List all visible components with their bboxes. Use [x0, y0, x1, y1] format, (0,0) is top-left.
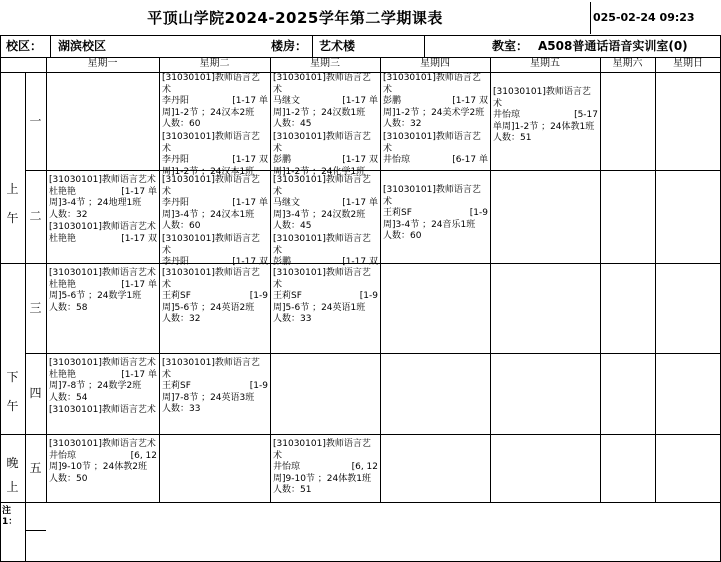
grid-line — [600, 57, 601, 502]
teacher-name: 井怡琼 — [273, 462, 301, 473]
session-detail: 周]7-8节 ；24数学2班 — [49, 381, 142, 392]
room-value: A508普通话语音实训室(0) — [538, 39, 688, 53]
student-count: 人数：33 — [273, 314, 312, 325]
teacher-name: 彭鹏 — [273, 257, 292, 268]
session-detail: 周]1-2节 ；24化学1班 — [273, 166, 366, 177]
period-label-4: 四 — [29, 386, 42, 400]
page-title: 平顶山学院2024-2025学年第二学期课表 — [147, 9, 443, 27]
course-entry — [273, 268, 378, 326]
week-range: [6, 12 — [351, 462, 378, 473]
schedule-cell[interactable] — [381, 171, 490, 263]
student-count: 人数：32 — [49, 209, 88, 220]
session-detail: 周]3-4节 ；24音乐1班 — [383, 219, 476, 230]
course-name: [31030101]教师语言艺术 — [273, 268, 371, 290]
teacher-name: 李丹阳 — [162, 257, 190, 268]
session-detail: 周]1-2节 ；24美术学2班 — [383, 107, 485, 118]
course-name: [31030101]教师语言艺术 — [162, 268, 260, 290]
grid-line — [0, 502, 721, 503]
session-detail: 周]5-6节 ；24英语1班 — [273, 302, 366, 313]
week-range: [1-9 — [249, 381, 268, 392]
day-header-4: 星期四 — [420, 58, 450, 69]
day-header-2: 星期二 — [199, 58, 230, 69]
teacher-weeks-row — [273, 155, 378, 167]
schedule-cell[interactable] — [47, 171, 159, 263]
teacher-name: 马继文 — [273, 96, 301, 107]
course-entry — [383, 185, 488, 243]
week-range: [1-17 双 — [232, 257, 268, 268]
period-label-3: 三 — [29, 301, 42, 315]
grid-line — [655, 57, 656, 502]
period-label-1: 一 — [29, 114, 42, 128]
session-detail: 周]7-8节 ；24英语3班 — [162, 392, 255, 403]
course-name: [31030101]教师语言艺术 — [493, 87, 591, 109]
day-header-7: 星期日 — [673, 58, 703, 69]
teacher-weeks-row — [162, 198, 268, 210]
session-detail: 周]9-10节 ；24体教1班 — [273, 473, 371, 484]
schedule-cell[interactable] — [160, 171, 270, 268]
teacher-weeks-row — [383, 96, 488, 108]
week-range: [1-9 — [249, 291, 268, 302]
week-range: [6, 12 — [130, 450, 157, 461]
course-entry — [383, 132, 488, 167]
teacher-weeks-row — [162, 291, 268, 303]
course-name: [31030101]教师语言艺术 — [383, 131, 481, 154]
grid-line — [424, 35, 425, 57]
course-entry — [273, 73, 378, 131]
teacher-weeks-row — [273, 291, 378, 303]
day-header-6: 星期六 — [612, 58, 643, 69]
teacher-name: 李丹阳 — [162, 155, 190, 166]
day-header-1: 星期一 — [87, 58, 118, 69]
course-name: [31030101]教师语言艺术 — [273, 131, 371, 154]
course-entry — [49, 405, 157, 417]
section-evening-char2: 上 — [6, 480, 19, 494]
course-name: [31030101]教师语言艺术 — [49, 358, 156, 368]
week-range: [1-17 单 — [232, 96, 268, 107]
section-afternoon-char2: 午 — [6, 399, 19, 413]
teacher-weeks-row — [49, 370, 157, 382]
student-count: 人数：51 — [273, 485, 312, 496]
teacher-weeks-row — [383, 208, 488, 220]
week-range: [1-17 单 — [342, 96, 378, 107]
teacher-weeks-row — [493, 110, 598, 122]
session-detail: 周]3-4节 ；24汉本1班 — [162, 209, 255, 220]
period-label-2: 二 — [29, 209, 42, 223]
session-detail: 周]1-2节 ；24汉本2班 — [162, 107, 255, 118]
teacher-name: 杜艳艳 — [49, 279, 77, 290]
teacher-name: 李丹阳 — [162, 198, 190, 209]
grid-line — [50, 35, 51, 57]
day-header-3: 星期三 — [310, 58, 340, 69]
course-name: [31030101]教师语言艺术 — [273, 439, 371, 461]
section-evening — [0, 434, 25, 502]
course-entry — [273, 175, 378, 233]
teacher-name: 马继文 — [273, 198, 301, 209]
week-range: [1-17 双 — [121, 233, 157, 244]
week-range: [1-17 单 — [121, 186, 157, 197]
course-name: [31030101]教师语言艺术 — [162, 358, 260, 380]
course-name: [31030101]教师语言艺术 — [162, 233, 260, 256]
campus-label: 校区： — [6, 39, 43, 53]
student-count: 人数：45 — [273, 119, 312, 130]
section-morning — [0, 72, 25, 263]
course-entry — [383, 73, 488, 131]
course-name: [31030101]教师语言艺术 — [273, 73, 371, 95]
schedule-cell[interactable] — [47, 435, 159, 502]
grid-line — [0, 35, 721, 36]
student-count: 人数：33 — [162, 404, 201, 415]
student-count: 人数：60 — [383, 231, 422, 242]
student-count: 人数：51 — [493, 133, 532, 144]
teacher-weeks-row — [162, 96, 268, 108]
course-entry — [49, 358, 157, 404]
building-label: 楼房： — [271, 39, 308, 53]
course-name: [31030101]教师语言艺术 — [383, 185, 481, 207]
teacher-weeks-row — [162, 155, 268, 167]
teacher-weeks-row — [49, 187, 157, 199]
campus-value: 湖滨校区 — [58, 39, 107, 53]
teacher-name: 王莉SF — [162, 291, 191, 302]
course-name: [31030101]教师语言艺术 — [162, 175, 260, 197]
session-detail: 周]3-4节 ；24汉数2班 — [273, 209, 366, 220]
week-range: [1-9 — [469, 208, 488, 219]
student-count: 人数：58 — [49, 302, 88, 313]
teacher-weeks-row — [273, 96, 378, 108]
teacher-weeks-row — [383, 155, 488, 167]
building-value: 艺术楼 — [319, 39, 356, 53]
course-entry — [162, 268, 268, 326]
section-afternoon — [0, 263, 25, 434]
session-detail: 周]5-6节 ；24数学1班 — [49, 291, 142, 302]
course-entry — [49, 175, 157, 221]
teacher-weeks-row — [49, 234, 157, 246]
teacher-weeks-row — [273, 462, 378, 474]
week-range: [1-17 双 — [342, 155, 378, 166]
course-name: [31030101]教师语言艺术 — [273, 175, 371, 197]
course-name: [31030101]教师语言艺术 — [49, 268, 156, 278]
teacher-name: 井怡琼 — [383, 155, 411, 166]
schedule-cell[interactable] — [271, 73, 380, 177]
teacher-weeks-row — [162, 381, 268, 393]
section-afternoon-char1: 下 — [6, 370, 19, 384]
schedule-cell[interactable] — [160, 264, 270, 353]
teacher-weeks-row — [273, 198, 378, 210]
course-name: [31030101]教师语言艺术 — [162, 131, 260, 154]
teacher-name: 王莉SF — [273, 291, 302, 302]
course-name: [31030101]教师语言艺术 — [49, 222, 156, 233]
week-range: [1-17 双 — [452, 96, 488, 107]
day-header-5: 星期五 — [530, 58, 560, 69]
week-range: [1-17 单 — [342, 198, 378, 209]
course-name: [31030101]教师语言艺术 — [49, 175, 156, 185]
session-detail: 周]1-2节 ；24汉本1班 — [162, 166, 255, 177]
teacher-weeks-row — [49, 280, 157, 292]
teacher-name: 井怡琼 — [49, 450, 77, 461]
course-name: [31030101]教师语言艺术 — [49, 439, 156, 449]
week-range: [1-17 单 — [232, 198, 268, 209]
week-range: [1-17 单 — [121, 369, 157, 380]
student-count: 人数：60 — [162, 119, 201, 130]
teacher-name: 王莉SF — [162, 381, 191, 392]
student-count: 人数：45 — [273, 221, 312, 232]
session-detail: 周]5-6节 ；24英语2班 — [162, 302, 255, 313]
note-label: 注 1： — [2, 506, 18, 527]
print-timestamp: 025-02-24 09:23 — [590, 2, 721, 34]
section-morning-char1: 上 — [6, 182, 19, 196]
course-entry — [493, 87, 598, 145]
course-name: [31030101]教师语言艺术 — [49, 405, 156, 416]
session-detail: 周]3-4节 ；24地理1班 — [49, 198, 142, 209]
grid-line — [312, 35, 313, 57]
session-detail: 单周]1-2节 ；24体教1班 — [493, 121, 595, 132]
week-range: [6-17 单 — [452, 155, 488, 166]
schedule-cell[interactable] — [271, 264, 380, 353]
course-entry — [49, 439, 157, 485]
schedule-cell[interactable] — [47, 264, 159, 353]
student-count: 人数：54 — [49, 392, 88, 403]
teacher-name: 彭鹏 — [273, 155, 292, 166]
week-range: [1-17 双 — [342, 257, 378, 268]
teacher-name: 井怡琼 — [493, 110, 521, 121]
course-entry — [162, 175, 268, 233]
week-range: [1-17 双 — [232, 155, 268, 166]
teacher-name: 杜艳艳 — [49, 369, 77, 380]
course-entry — [49, 268, 157, 314]
student-count: 人数：60 — [162, 221, 201, 232]
course-name: [31030101]教师语言艺术 — [273, 233, 371, 256]
teacher-name: 杜艳艳 — [49, 186, 77, 197]
teacher-weeks-row — [49, 451, 157, 463]
teacher-name: 李丹阳 — [162, 96, 190, 107]
section-morning-char2: 午 — [6, 211, 19, 225]
teacher-name: 杜艳艳 — [49, 233, 77, 244]
teacher-name: 彭鹏 — [383, 96, 402, 107]
week-range: [5-17 — [574, 110, 598, 121]
course-entry — [273, 439, 378, 497]
section-evening-char1: 晚 — [6, 456, 19, 470]
room-label: 教室： — [492, 39, 529, 53]
schedule-cell[interactable] — [160, 354, 270, 434]
course-entry — [49, 222, 157, 245]
student-count: 人数：32 — [383, 119, 422, 130]
teacher-name: 王莉SF — [383, 208, 412, 219]
schedule-cell[interactable] — [47, 354, 159, 434]
schedule-cell[interactable] — [271, 171, 380, 268]
course-entry — [162, 73, 268, 131]
period-label-5: 五 — [29, 461, 42, 475]
session-detail: 周]9-10节 ；24体教2班 — [49, 462, 147, 473]
week-range: [1-17 单 — [121, 279, 157, 290]
course-entry — [162, 358, 268, 416]
schedule-cell[interactable] — [160, 73, 270, 177]
course-name: [31030101]教师语言艺术 — [383, 73, 481, 95]
schedule-cell[interactable] — [491, 73, 600, 170]
schedule-cell[interactable] — [271, 435, 380, 502]
student-count: 人数：50 — [49, 473, 88, 484]
course-name: [31030101]教师语言艺术 — [162, 73, 260, 95]
session-detail: 周]1-2节 ；24汉数1班 — [273, 107, 366, 118]
week-range: [1-9 — [359, 291, 378, 302]
grid-line — [25, 530, 46, 531]
schedule-cell[interactable] — [381, 73, 490, 170]
student-count: 人数：32 — [162, 314, 201, 325]
